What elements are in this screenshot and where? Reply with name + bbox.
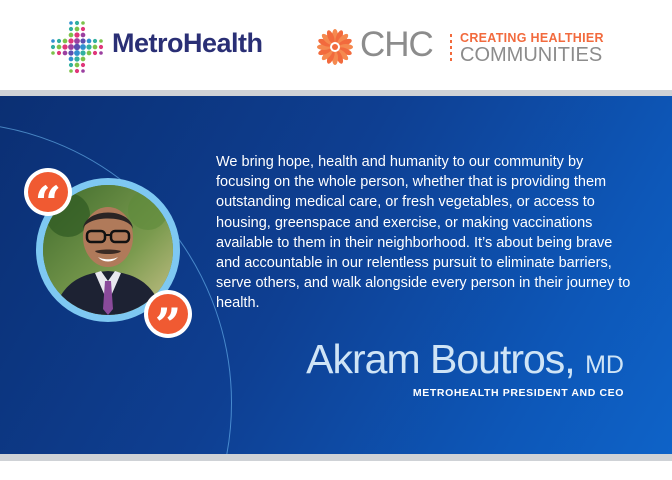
chc-wordmark: CHC bbox=[360, 25, 433, 64]
quote-text: We bring hope, health and humanity to our community by focusing on the whole person, whether that is providing them outstanding medical care, or fresh vegetables, or access to housing, greenspace and exercise, or making vaccinations available to them in their neighborhood. It’s about being brave and accountable in our relentless pursuit to eliminate barriers, serve others, and walk alongside every person in their journey to health. bbox=[216, 154, 631, 312]
chc-flower-icon bbox=[316, 28, 354, 66]
chc-tagline-line2: COMMUNITIES bbox=[460, 44, 603, 66]
metrohealth-cross-icon bbox=[48, 18, 106, 76]
metrohealth-wordmark: MetroHealth bbox=[112, 28, 263, 58]
speaker-name bbox=[300, 336, 624, 383]
speaker-credential: MD bbox=[585, 351, 624, 379]
chc-divider bbox=[450, 34, 452, 62]
header-bar bbox=[0, 0, 672, 90]
open-quote-icon: “ bbox=[24, 168, 72, 216]
speaker-name-text: Akram Boutros, bbox=[306, 336, 575, 382]
close-quote-icon: ” bbox=[144, 290, 192, 338]
speaker-title: METROHEALTH PRESIDENT AND CEO bbox=[412, 387, 624, 399]
chc-tagline-line1: CREATING HEALTHIER bbox=[460, 31, 604, 45]
bottom-divider bbox=[0, 454, 672, 461]
